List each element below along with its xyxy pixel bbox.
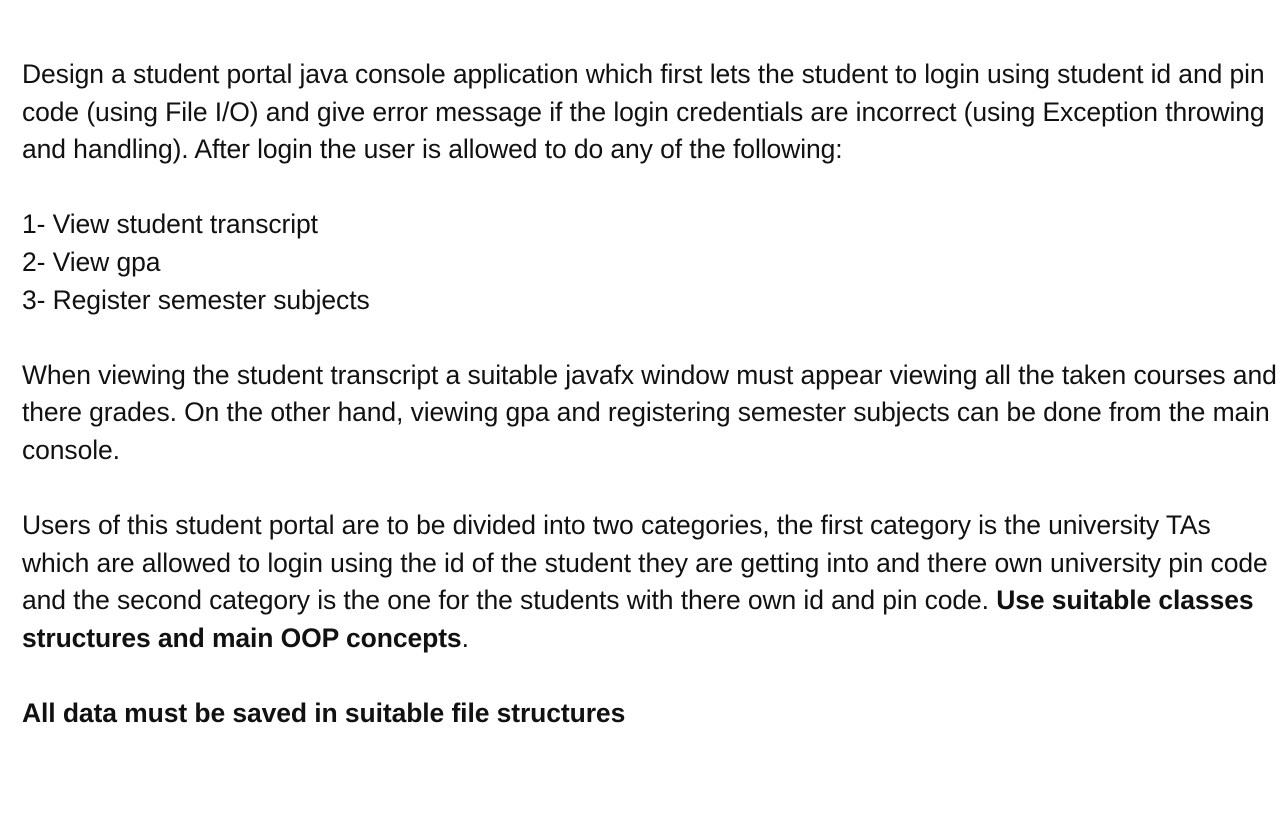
paragraph-spacer: [22, 658, 1278, 696]
option-view-transcript: 1- View student transcript: [22, 209, 318, 240]
final-note: All data must be saved in suitable file structures: [22, 698, 626, 729]
options-list: [22, 206, 1278, 319]
users-paragraph-end: .: [461, 622, 469, 653]
paragraph-spacer: [22, 319, 1278, 357]
paragraph-spacer: [22, 169, 1278, 207]
option-view-gpa: 2- View gpa: [22, 246, 161, 277]
users-paragraph-text: Users of this student portal are to be divided into two categories, the first category is the university TAs which are allowed to login using the id of the student they are getting into and there own university pin code and the second category is the one for the students with there own id and pin code.: [22, 510, 1268, 616]
assignment-document: [22, 56, 1278, 733]
transcript-paragraph: When viewing the student transcript a suitable javafx window must appear viewing all the taken courses and there grades. On the other hand, viewing gpa and registering semester subjects can be done from the main console.: [22, 359, 1277, 465]
intro-paragraph: Design a student portal java console application which first lets the student to login using student id and pin code (using File I/O) and give error message if the login credentials are incorrect (using Exception throwing and handling). After login the user is allowed to do any of the following:: [22, 59, 1265, 165]
oop-requirement: Use suitable classes structures and main OOP concepts: [22, 585, 1254, 653]
paragraph-spacer: [22, 470, 1278, 508]
users-paragraph: [22, 507, 1278, 657]
option-register-subjects: 3- Register semester subjects: [22, 284, 370, 315]
